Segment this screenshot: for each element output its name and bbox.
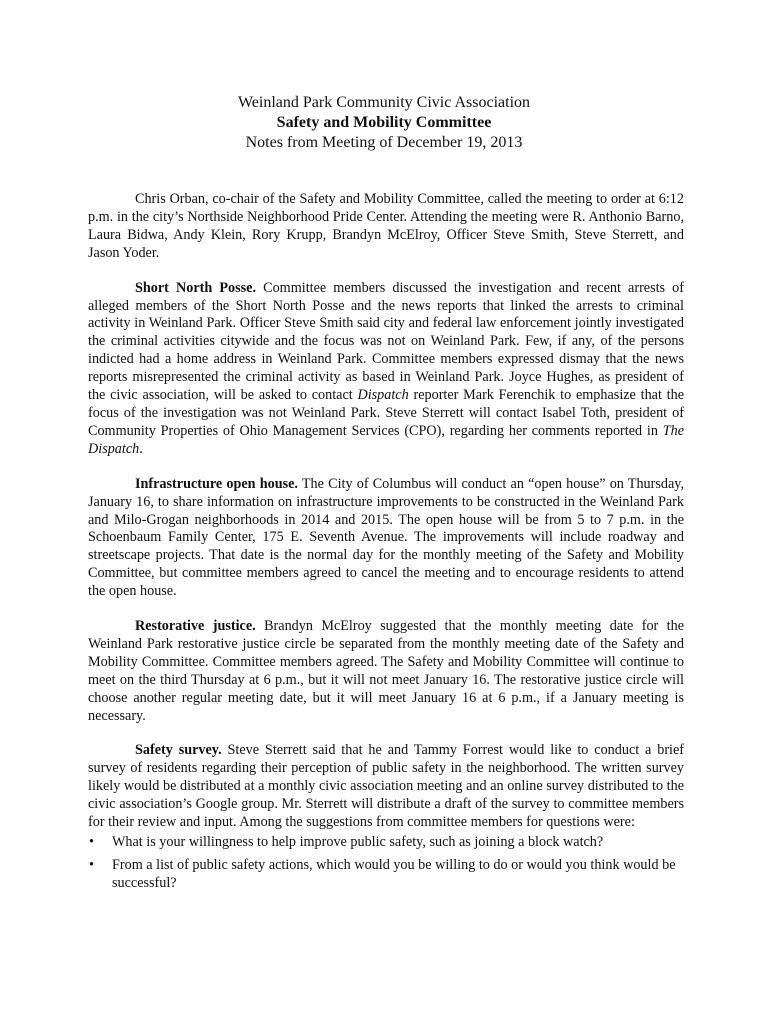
organization-title: Weinland Park Community Civic Association (237, 94, 531, 111)
survey-heading: Safety survey. (135, 742, 222, 759)
document-header (0, 93, 768, 153)
bullet-icon: • (89, 834, 94, 850)
intro-paragraph: Chris Orban, co-chair of the Safety and Mobility Committee, called the meeting to order at 6:12 p.m. in the city’s Northside Neighborhood Pride Center. Attending the meeting were R. Anthonio Barno, Laura Bidwa, Andy Klein, Rory Krupp, Brandyn McElroy, Officer Steve Smith, Steve Sterrett, and Jason Yoder. (88, 191, 684, 261)
meeting-title: Notes from Meeting of December 19, 2013 (245, 134, 523, 151)
infrastructure-paragraph (88, 476, 684, 601)
restorative-text: Brandyn McElroy suggested that the monthly meeting date for the Weinland Park restorative justice circle be separated from the monthly meeting date of the Safety and Mobility Committee. Committee members agreed. The Safety and Mobility Committee will continue to meet on the third Thursday at 6 p.m., but it will not meet January 16. The restorative justice circle will choose another regular meeting date, but it will meet January 16 at 6 p.m., if a January meeting is necessary. (88, 618, 684, 724)
posse-italic-dispatch: Dispatch (357, 387, 409, 404)
posse-text-1: Committee members discussed the investigation and recent arrests of alleged members of the Short North Posse and the news reports that linked the arrests to criminal activity in Weinland Park. Officer Steve Smith said city and federal law enforcement jointly investigated the criminal activities citywide and the focus was not on Weinland Park. Few, if any, of the persons indicted had a home address in Weinland Park. Committee members expressed dismay that the news reports misrepresented the criminal activity as based in Weinland Park. Joyce Hughes, as president of the civic association, will be asked to contact (88, 279, 685, 404)
survey-question-list (88, 834, 684, 893)
posse-italic-the-dispatch: The Dispatch (88, 422, 685, 457)
survey-text: Steve Sterrett said that he and Tammy Forrest would like to conduct a brief survey of residents regarding their perception of public safety in the neighborhood. The written survey likely would be distributed at a monthly civic association meeting and an online survey distributed to the civic association’s Google group. Mr. Sterrett will distribute a draft of the survey to committee members for their review and input. Among the suggestions from committee members for questions were: (88, 742, 685, 831)
list-item-text: From a list of public safety actions, which would you be willing to do or would you think would be successful? (112, 856, 676, 891)
posse-heading: Short North Posse. (135, 279, 257, 296)
infrastructure-heading: Infrastructure open house. (135, 475, 298, 492)
list-item (88, 857, 684, 893)
document-body (88, 191, 684, 898)
list-item-text: What is your willingness to help improve public safety, such as joining a block watch? (112, 834, 604, 850)
list-item (88, 834, 684, 852)
restorative-paragraph (88, 618, 684, 725)
restorative-heading: Restorative justice. (135, 618, 256, 635)
committee-title: Safety and Mobility Committee (276, 114, 492, 131)
survey-paragraph (88, 742, 684, 832)
bullet-icon: • (89, 856, 94, 873)
posse-paragraph (88, 280, 684, 459)
posse-end: . (139, 440, 143, 457)
infrastructure-text: The City of Columbus will conduct an “open house” on Thursday, January 16, to share information on infrastructure improvements to be constructed in the Weinland Park and Milo-Grogan neighborhoods in 2014 and 2015. The open house will be from 5 to 7 p.m. in the Schoenbaum Family Center, 175 E. Seventh Avenue. The improvements will include roadway and streetscape projects. That date is the normal day for the monthly meeting of the Safety and Mobility Committee, but committee members agreed to cancel the meeting and to encourage residents to attend the open house. (88, 475, 685, 600)
posse-text-2: reporter Mark Ferenchik to emphasize that the focus of the investigation was not Weinland Park. Steve Sterrett will contact Isabel Toth, president of Community Properties of Ohio Management Services (CPO), regarding her comments reported in (88, 387, 685, 439)
